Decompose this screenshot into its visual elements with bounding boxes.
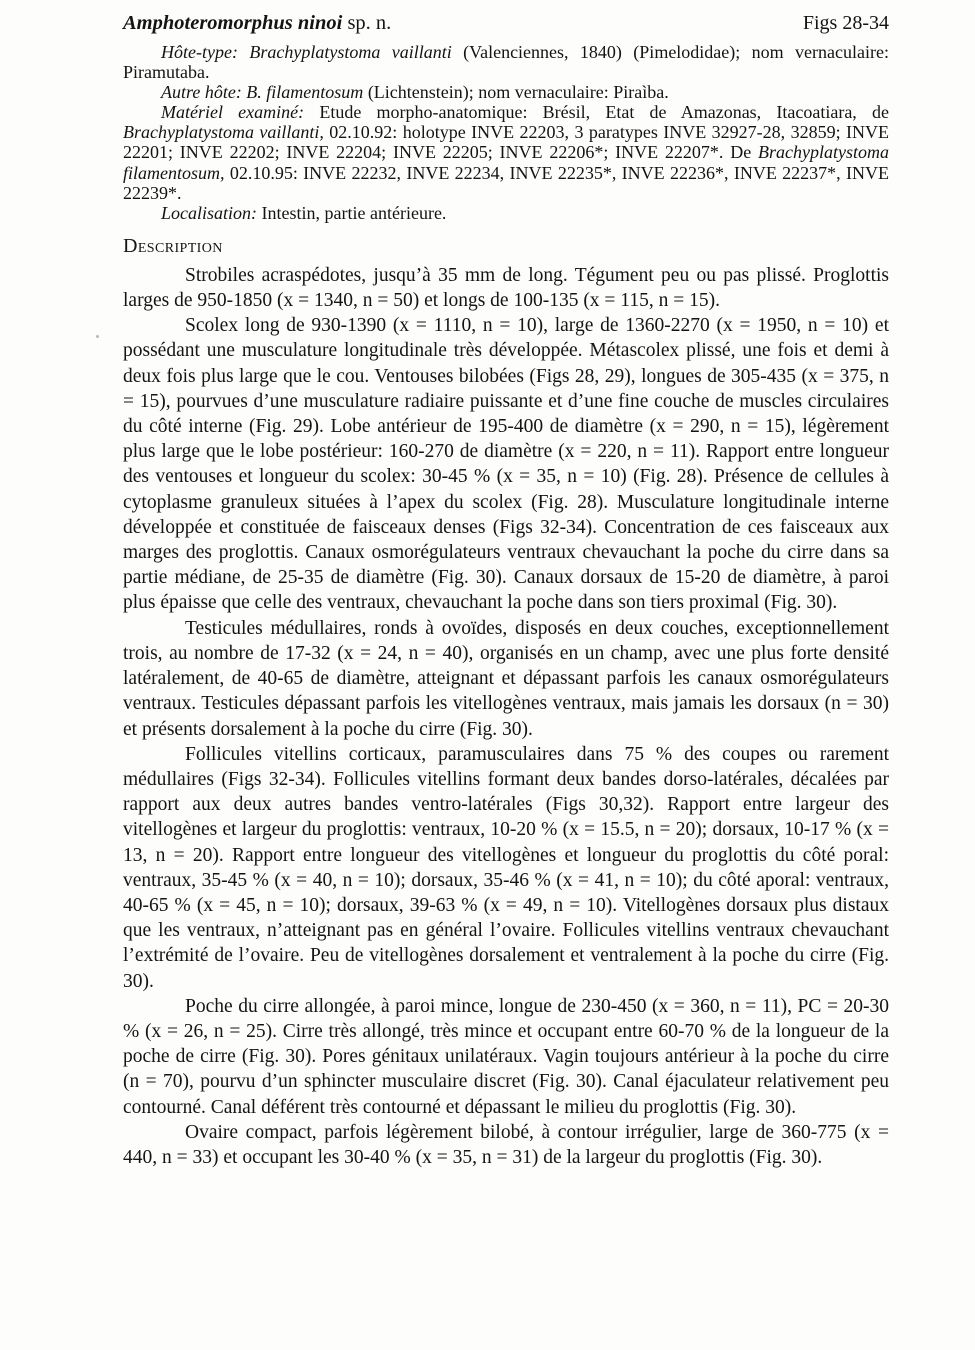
body-paragraph: Strobiles acraspédotes, jusqu’à 35 mm de long. Tégument peu ou pas plissé. Proglottis larges de 950-1850 (x = 1340, n = 50) et longs de 100-135 (x = 115, n = 15). xyxy=(123,264,889,312)
italic-text: Localisation: xyxy=(161,202,258,223)
italic-text: Brachyplatystoma vaillanti, xyxy=(123,122,324,143)
italic-text: Autre hôte: B. filamentosum xyxy=(161,82,364,103)
front-paragraph xyxy=(123,82,889,102)
page-content xyxy=(123,12,889,1170)
italic-text: Matériel examiné: xyxy=(161,102,305,123)
front-paragraph xyxy=(123,42,889,82)
body-paragraph: Ovaire compact, parfois légèrement bilobé, à contour irrégulier, large de 360-775 (x = 440, n = 33) et occupant les 30-40 % (x = 35, n = 31) de la largeur du proglottis (Fig. 30). xyxy=(123,1121,889,1168)
italic-text: Brachyplatystoma filamentosum, xyxy=(123,142,889,183)
page-header xyxy=(123,12,889,35)
body-paragraph: Testicules médullaires, ronds à ovoïdes, disposés en deux couches, exceptionnellement trois, au nombre de 17-32 (x = 24, n = 40), organisés en un champ, avec une plus forte densité latéralement, de 40-65 de diamètre, atteignant et dépassant parfois les canaux osmorégulateurs ventraux. Testicules dépassant parfois les vitellogènes ventraux, mais jamais les dorsaux (n = 30) et présents dorsalement à la poche du cirre (Fig. 30). xyxy=(123,617,889,740)
front-matter xyxy=(123,42,889,223)
body-paragraph: Poche du cirre allongée, à paroi mince, longue de 230-450 (x = 360, n = 11), PC = 20-30 % (x = 26, n = 25). Cirre très allongé, très mince et occupant entre 60-70 % de la longueur de la poche de cirre (Fig. 30). Pores génitaux unilatéraux. Vagin toujours antérieur à la poche du cirre (n = 70), pourvu d’un sphincter musculaire discret (Fig. 30). Canal éjaculateur relativement peu contourné. Canal déférent très contourné et dépassant le milieu du proglottis (Fig. 30). xyxy=(123,995,889,1118)
description-paragraphs xyxy=(123,263,889,1170)
plain-text: (Lichtenstein); nom vernaculaire: Piraìba. xyxy=(363,82,669,103)
front-paragraph xyxy=(123,203,889,223)
plain-text: Intestin, partie antérieure. xyxy=(257,202,447,223)
section-heading-description: Description xyxy=(123,234,223,257)
species-suffix: sp. n. xyxy=(342,12,392,34)
plain-text: 02.10.95: INVE 22232, INVE 22234, INVE 22235*, INVE 22236*, INVE 22237*, INVE 22239*. xyxy=(123,162,889,203)
plain-text: 02.10.92: holotype INVE 22203, 3 paratypes INVE 32927-28, 32859; INVE 22201; INVE 22202; INVE 22204; INVE 22205; INVE 22206*; INVE 22207*. De xyxy=(123,122,889,163)
front-paragraph xyxy=(123,102,889,202)
italic-text: Hôte-type: Brachyplatystoma vaillanti xyxy=(161,42,452,62)
scan-artifact-dot xyxy=(96,335,99,338)
plain-text: Etude morpho-anatomique: Brésil, Etat de Amazonas, Itacoatiara, de xyxy=(304,102,889,123)
plain-text: (Valenciennes, 1840) (Pimelodidae); nom vernaculaire: Piramutaba. xyxy=(123,42,889,83)
species-name: Amphoteromorphus ninoi xyxy=(123,12,343,34)
body-paragraph: Scolex long de 930-1390 (x = 1110, n = 10), large de 1360-2270 (x = 1950, n = 10) et possédant une musculature longitudinale très développée. Métascolex plissé, une fois et demi à deux fois plus large que le cou. Ventouses bilobées (Figs 28, 29), longues de 305-435 (x = 375, n = 15), pourvues d’une musculature radiaire puissante et d’une fine couche de muscles circulaires du côté interne (Fig. 29). Lobe antérieur de 195-400 de diamètre (x = 290, n = 15), légèrement plus large que le lobe postérieur: 160-270 de diamètre (x = 220, n = 11). Rapport entre longueur des ventouses et longueur du scolex: 30-45 % (x = 35, n = 10) (Fig. 28). Présence de cellules à cytoplasme granuleux situées à l’apex du scolex (Fig. 28). Musculature longitudinale interne développée et constituée de faisceaux denses (Figs 32-34). Concentration de ces faisceaux aux marges des proglottis. Canaux osmorégulateurs ventraux chevauchant la poche du cirre dans sa partie médiane, de 25-35 de diamètre (Fig. 30). Canaux dorsaux de 15-20 de diamètre, à paroi plus épaisse que celle des ventraux, chevauchant la poche dans son tiers proximal (Fig. 30). xyxy=(123,315,889,614)
body-paragraph: Follicules vitellins corticaux, paramusculaires dans 75 % des coupes ou rarement médullaires (Figs 32-34). Follicules vitellins formant deux bandes dorso-latérales, décalées par rapport aux deux autres bandes ventro-latérales (Figs 30,32). Rapport entre largeur des vitellogènes et largeur du proglottis: ventraux, 10-20 % (x = 15.5, n = 20); dorsaux, 10-17 % (x = 13, n = 20). Rapport entre longueur des vitellogènes et longueur du proglottis du côté poral: ventraux, 35-45 % (x = 40, n = 10); dorsaux, 35-46 % (x = 41, n = 10); du côté aporal: ventraux, 40-65 % (x = 45, n = 10); dorsaux, 39-63 % (x = 49, n = 10). Vitellogènes dorsaux plus distaux que les ventraux, n’atteignant pas en général l’ovaire. Follicules vitellins ventraux chevauchant l’extrémité de l’ovaire. Peu de vitellogènes dorsalement et ventralement à la poche du cirre (Fig. 30). xyxy=(123,743,889,992)
figs-reference: Figs 28-34 xyxy=(802,12,889,34)
species-title xyxy=(123,12,391,35)
